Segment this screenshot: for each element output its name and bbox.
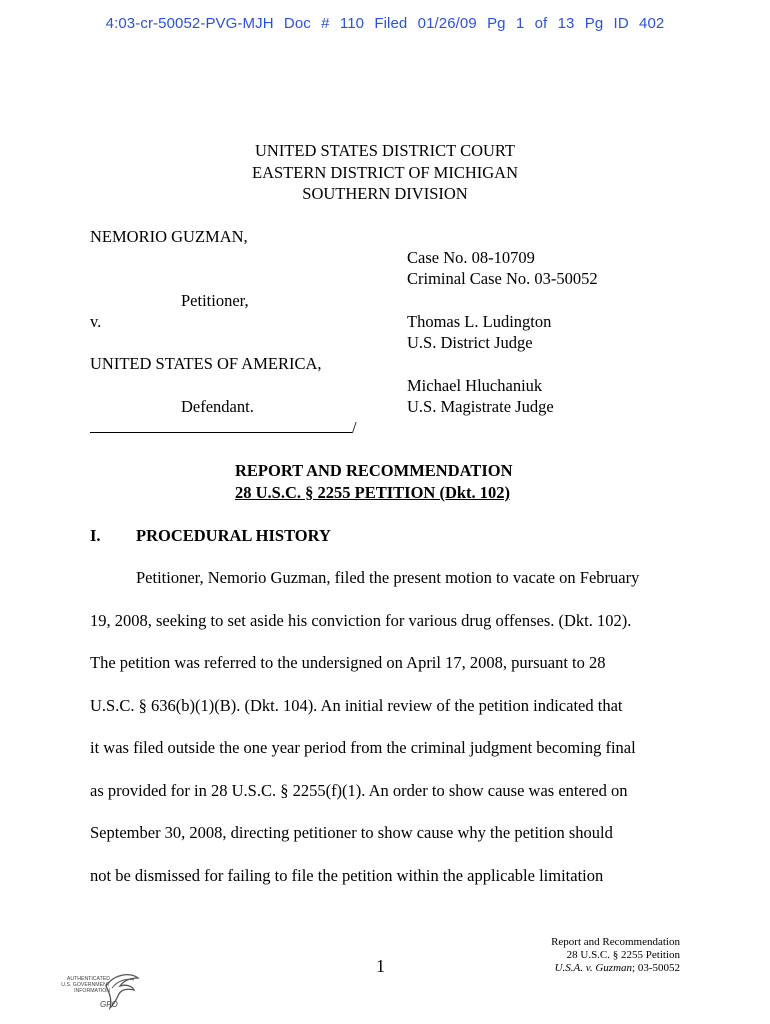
magistrate-judge-title: U.S. Magistrate Judge	[407, 397, 554, 416]
court-name-line3: SOUTHERN DIVISION	[302, 184, 468, 203]
district-judge-title: U.S. District Judge	[407, 333, 533, 352]
criminal-case-number: Criminal Case No. 03-50052	[407, 269, 598, 288]
court-name-line1: UNITED STATES DISTRICT COURT	[254, 141, 515, 160]
body-line-1: Petitioner, Nemorio Guzman, filed the present motion to vacate on February	[136, 568, 640, 587]
page-number: 1	[376, 956, 385, 976]
footer-line3	[551, 962, 680, 975]
footer-line1: Report and Recommendation	[551, 936, 680, 948]
defendant-name: UNITED STATES OF AMERICA,	[90, 354, 322, 373]
court-name-line2: EASTERN DISTRICT OF MICHIGAN	[252, 163, 518, 182]
gpo-seal-line1: AUTHENTICATED	[66, 976, 110, 982]
body-line-3: The petition was referred to the undersigned on April 17, 2008, pursuant to 28	[90, 653, 606, 672]
docket-header-stamp: 4:03-cr-50052-PVG-MJH Doc # 110 Filed 01/26/09 Pg 1 of 13 Pg ID 402	[105, 15, 665, 32]
body-line-4: U.S.C. § 636(b)(1)(B). (Dkt. 104). An initial review of the petition indicated that	[90, 696, 623, 715]
body-line-2: 19, 2008, seeking to set aside his conviction for various drug offenses. (Dkt. 102).	[90, 611, 632, 630]
document-title-line1: REPORT AND RECOMMENDATION	[235, 461, 513, 480]
versus: v.	[90, 312, 102, 331]
gpo-seal-line3: INFORMATION	[74, 988, 110, 994]
petitioner-role: Petitioner,	[181, 291, 249, 310]
body-line-8: not be dismissed for failing to file the petition within the applicable limitation	[90, 866, 604, 885]
caption-slash: /	[352, 418, 357, 437]
footer-case-number: ; 03-50052	[632, 962, 680, 974]
gpo-authentication-seal	[30, 970, 135, 1015]
petitioner-name: NEMORIO GUZMAN,	[90, 227, 248, 246]
footer-line2: 28 U.S.C. § 2255 Petition	[566, 949, 680, 961]
gpo-seal-line2: U.S. GOVERNMENT	[61, 982, 110, 988]
footer-citation	[551, 936, 680, 975]
section-number: I.	[90, 526, 101, 545]
case-number: Case No. 08-10709	[407, 248, 535, 267]
body-line-6: as provided for in 28 U.S.C. § 2255(f)(1). An order to show cause was entered on	[90, 781, 628, 800]
document-title-line2: 28 U.S.C. § 2255 PETITION (Dkt. 102)	[235, 483, 511, 502]
gpo-seal-text	[30, 976, 110, 994]
footer-case-caption: U.S.A. v. Guzman	[554, 962, 633, 974]
body-line-5: it was filed outside the one year period from the criminal judgment becoming final	[90, 738, 636, 757]
defendant-role: Defendant.	[181, 397, 254, 416]
body-line-7: September 30, 2008, directing petitioner to show cause why the petition should	[90, 823, 613, 842]
district-judge-name: Thomas L. Ludington	[407, 312, 552, 331]
magistrate-judge-name: Michael Hluchaniuk	[407, 376, 543, 395]
caption-signature-line	[90, 432, 352, 433]
section-heading: PROCEDURAL HISTORY	[136, 526, 331, 545]
gpo-mark: GPO	[100, 1000, 118, 1009]
